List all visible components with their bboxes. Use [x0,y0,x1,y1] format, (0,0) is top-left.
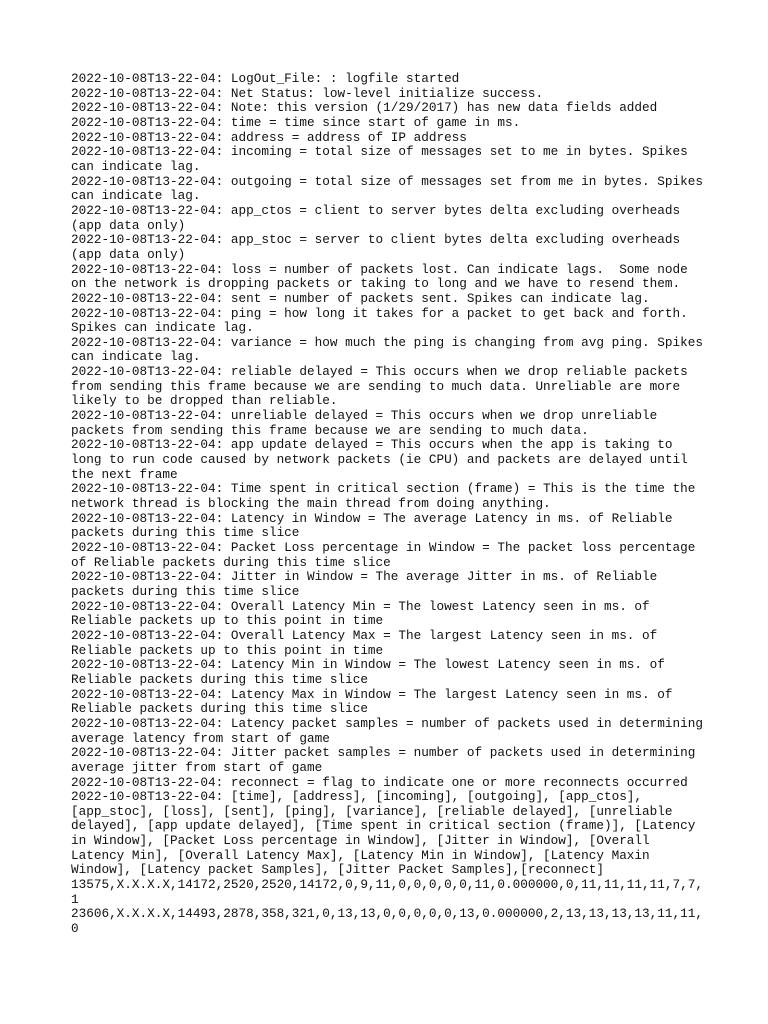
log-line: 2022-10-08T13-22-04: Overall Latency Max = The largest Latency seen in ms. of [71,627,658,643]
log-line: 2022-10-08T13-22-04: app_ctos = client to server bytes delta excluding overheads [71,202,681,218]
log-text [71,72,711,937]
log-line: 2022-10-08T13-22-04: reliable delayed = This occurs when we drop reliable packets [71,364,688,380]
log-line: 2022-10-08T13-22-04: LogOut_File: : logfile started [71,71,460,86]
log-line: 2022-10-08T13-22-04: Jitter packet samples = number of packets used in determining [71,745,696,761]
log-line: can indicate lag. [71,158,201,174]
log-line: Reliable packets during this time slice [71,701,368,717]
log-line: 1 [71,891,79,907]
log-line: 2022-10-08T13-22-04: Latency packet samples = number of packets used in determining [71,715,703,731]
log-line: 2022-10-08T13-22-04: app_stoc = server to client bytes delta excluding overheads [71,232,681,248]
log-line: 2022-10-08T13-22-04: app update delayed = This occurs when the app is taking to [71,437,673,453]
log-line: the next frame [71,466,178,482]
log-line: Window], [Latency packet Samples], [Jitter Packet Samples],[reconnect] [71,862,604,878]
log-line: of Reliable packets during this time slice [71,554,391,570]
log-line: can indicate lag. [71,349,201,365]
log-line: 2022-10-08T13-22-04: Latency in Window = The average Latency in ms. of Reliable [71,510,673,526]
log-line: from sending this frame because we are sending to much data. Unreliable are more [71,378,681,394]
log-line: 2022-10-08T13-22-04: outgoing = total size of messages set from me in bytes. Spikes [71,173,703,189]
log-line: long to run code caused by network packets (ie CPU) and packets are delayed until [71,452,688,468]
log-line: Reliable packets during this time slice [71,671,368,687]
log-line: average latency from start of game [71,730,330,746]
log-line: delayed], [app update delayed], [Time spent in critical section (frame)], [Latency [71,818,696,834]
log-line: [app_stoc], [loss], [sent], [ping], [variance], [reliable delayed], [unreliable [71,803,673,819]
log-line: 2022-10-08T13-22-04: time = time since start of game in ms. [71,114,521,130]
log-line: 2022-10-08T13-22-04: address = address of IP address [71,129,467,145]
log-line: 2022-10-08T13-22-04: Jitter in Window = The average Jitter in ms. of Reliable [71,569,658,585]
log-line: in Window], [Packet Loss percentage in Window], [Jitter in Window], [Overall [71,833,650,849]
log-line: 2022-10-08T13-22-04: unreliable delayed = This occurs when we drop unreliable [71,408,658,424]
log-line: 2022-10-08T13-22-04: Note: this version (1/29/2017) has new data fields added [71,100,658,116]
log-line: network thread is blocking the main thread from doing anything. [71,496,551,512]
log-line: (app data only) [71,217,186,233]
log-line: packets during this time slice [71,525,300,541]
log-line: 2022-10-08T13-22-04: incoming = total size of messages set to me in bytes. Spikes [71,144,688,160]
log-line: 13575,X.X.X.X,14172,2520,2520,14172,0,9,11,0,0,0,0,0,11,0.000000,0,11,11,11,11,7,7, [71,877,703,893]
log-line: 2022-10-08T13-22-04: ping = how long it takes for a packet to get back and forth. [71,305,688,321]
log-line: Reliable packets up to this point in time [71,613,384,629]
log-line: 2022-10-08T13-22-04: Latency Max in Window = The largest Latency seen in ms. of [71,686,673,702]
log-line: 2022-10-08T13-22-04: Time spent in critical section (frame) = This is the time the [71,481,696,497]
log-line: average jitter from start of game [71,759,323,775]
log-line: 23606,X.X.X.X,14493,2878,358,321,0,13,13,0,0,0,0,0,13,0.000000,2,13,13,13,13,11,11, [71,906,703,922]
log-line: (app data only) [71,246,186,262]
log-line: 2022-10-08T13-22-04: [time], [address], [incoming], [outgoing], [app_ctos], [71,789,643,805]
log-line: 2022-10-08T13-22-04: sent = number of packets sent. Spikes can indicate lag. [71,290,650,306]
log-line: 2022-10-08T13-22-04: Latency Min in Window = The lowest Latency seen in ms. of [71,657,665,673]
log-line: packets during this time slice [71,583,300,599]
log-line: 2022-10-08T13-22-04: Overall Latency Min = The lowest Latency seen in ms. of [71,598,650,614]
log-line: on the network is dropping packets or taking to long and we have to resend them. [71,276,681,292]
log-line: 2022-10-08T13-22-04: reconnect = flag to indicate one or more reconnects occurred [71,774,688,790]
log-line: Spikes can indicate lag. [71,320,254,336]
log-line: packets from sending this frame because we are sending to much data. [71,422,589,438]
log-line: likely to be dropped than reliable. [71,393,338,409]
log-line: 2022-10-08T13-22-04: variance = how much the ping is changing from avg ping. Spikes [71,334,703,350]
log-line: 0 [71,921,79,937]
log-line: 2022-10-08T13-22-04: Packet Loss percentage in Window = The packet loss percentage [71,540,696,555]
log-line: 2022-10-08T13-22-04: Net Status: low-level initialize success. [71,85,544,101]
log-line: Reliable packets up to this point in time [71,642,384,658]
log-line: 2022-10-08T13-22-04: loss = number of packets lost. Can indicate lags. Some node [71,261,688,277]
log-line: can indicate lag. [71,188,201,204]
log-line: Latency Min], [Overall Latency Max], [Latency Min in Window], [Latency Maxin [71,847,650,863]
document-page [71,72,711,937]
